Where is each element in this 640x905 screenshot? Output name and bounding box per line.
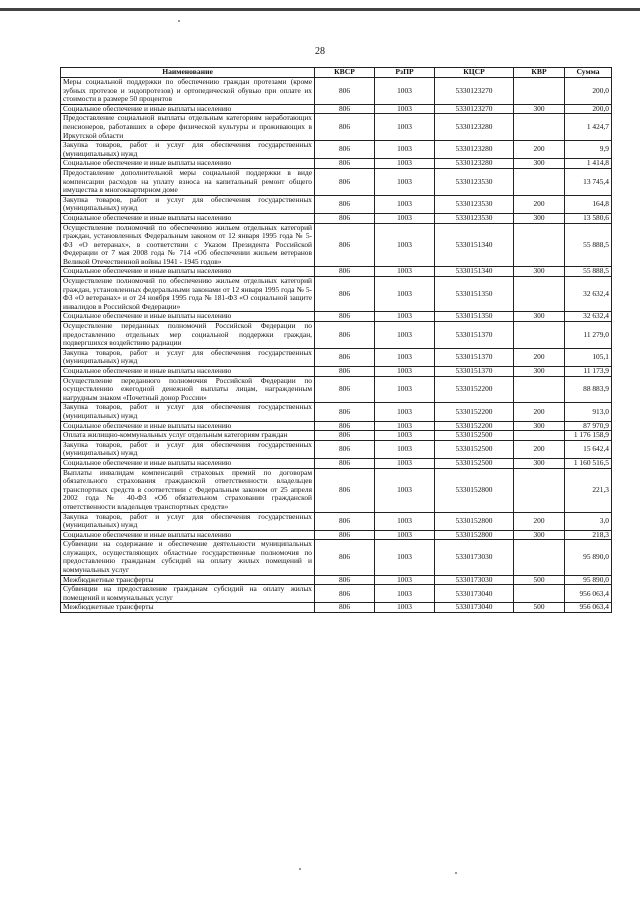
cell-sum: 105,1	[565, 348, 612, 366]
cell-sum: 55 888,5	[565, 223, 612, 267]
cell-rzpr: 1003	[375, 512, 435, 530]
table-row	[61, 348, 612, 366]
cell-sum: 956 063,4	[565, 585, 612, 603]
table-row	[61, 168, 612, 195]
cell-sum: 11 279,0	[565, 322, 612, 349]
cell-rzpr: 1003	[375, 540, 435, 575]
cell-kcsr: 5330152200	[435, 376, 514, 403]
cell-kvsr: 806	[315, 195, 375, 213]
table-row	[61, 213, 612, 223]
cell-sum: 1 414,8	[565, 159, 612, 169]
cell-kcsr: 5330151370	[435, 348, 514, 366]
cell-kvsr: 806	[315, 540, 375, 575]
cell-kcsr: 5330173030	[435, 575, 514, 585]
cell-name: Межбюджетные трансферты	[61, 575, 315, 585]
cell-kvr	[514, 168, 565, 195]
cell-sum: 164,8	[565, 195, 612, 213]
cell-rzpr: 1003	[375, 603, 435, 613]
cell-rzpr: 1003	[375, 168, 435, 195]
cell-kcsr: 5330123530	[435, 195, 514, 213]
cell-kcsr: 5330151350	[435, 277, 514, 312]
header-sum: Сумма	[565, 68, 612, 78]
cell-kvr	[514, 540, 565, 575]
cell-kvsr: 806	[315, 530, 375, 540]
cell-sum: 13 580,6	[565, 213, 612, 223]
cell-name: Социальное обеспечение и иные выплаты населению	[61, 104, 315, 114]
cell-kcsr: 5330123530	[435, 213, 514, 223]
cell-rzpr: 1003	[375, 312, 435, 322]
cell-kvr: 500	[514, 575, 565, 585]
cell-rzpr: 1003	[375, 585, 435, 603]
cell-rzpr: 1003	[375, 376, 435, 403]
cell-kvr	[514, 468, 565, 512]
cell-kvsr: 806	[315, 603, 375, 613]
cell-kvr: 200	[514, 348, 565, 366]
cell-sum: 88 883,9	[565, 376, 612, 403]
cell-rzpr: 1003	[375, 141, 435, 159]
cell-kvsr: 806	[315, 458, 375, 468]
cell-kvr: 200	[514, 512, 565, 530]
cell-kcsr: 5330152500	[435, 431, 514, 441]
cell-name: Закупка товаров, работ и услуг для обеспечения государственных (муниципальных) нужд	[61, 403, 315, 421]
table-row	[61, 403, 612, 421]
table-row	[61, 585, 612, 603]
cell-kvsr: 806	[315, 403, 375, 421]
cell-name: Выплаты инвалидам компенсаций страховых премий по договорам обязательного страхования гражданской ответственности владельцев транспортных средств в соответствии с Федеральным законом от 25 апреля 2002 года № 40-ФЗ «Об обязательном страховании гражданской ответственности владельцев транспортных средств»	[61, 468, 315, 512]
cell-sum: 55 888,5	[565, 267, 612, 277]
scan-speck	[178, 20, 180, 22]
table-row	[61, 512, 612, 530]
cell-sum: 3,0	[565, 512, 612, 530]
cell-name: Предоставление социальной выплаты отдельным категориям неработающих пенсионеров, работавших в сфере физической культуры и проживающих в Иркутской области	[61, 114, 315, 141]
cell-name: Межбюджетные трансферты	[61, 603, 315, 613]
cell-sum: 1 424,7	[565, 114, 612, 141]
cell-rzpr: 1003	[375, 223, 435, 267]
cell-name: Меры социальной поддержки по обеспечению граждан протезами (кроме зубных протезов и эндопротезов) и ортопедической обувью при оплате их стоимости в размере 50 процентов	[61, 78, 315, 105]
cell-kvsr: 806	[315, 468, 375, 512]
cell-rzpr: 1003	[375, 530, 435, 540]
cell-rzpr: 1003	[375, 458, 435, 468]
cell-sum: 913,0	[565, 403, 612, 421]
header-rzpr: РзПР	[375, 68, 435, 78]
cell-name: Осуществление переданного полномочия Российской Федерации по осуществлению ежегодной денежной выплаты лицам, награжденным нагрудным знаком «Почетный донор России»	[61, 376, 315, 403]
cell-kvsr: 806	[315, 421, 375, 431]
cell-kcsr: 5330151370	[435, 322, 514, 349]
scan-speck	[455, 872, 457, 874]
cell-rzpr: 1003	[375, 348, 435, 366]
cell-kvr	[514, 223, 565, 267]
cell-rzpr: 1003	[375, 403, 435, 421]
cell-sum: 218,3	[565, 530, 612, 540]
cell-kcsr: 5330151370	[435, 367, 514, 377]
table-row	[61, 458, 612, 468]
cell-kcsr: 5330152800	[435, 530, 514, 540]
cell-kvr: 200	[514, 403, 565, 421]
cell-sum: 200,0	[565, 104, 612, 114]
cell-kvr: 300	[514, 213, 565, 223]
cell-kcsr: 5330151350	[435, 312, 514, 322]
table-row	[61, 468, 612, 512]
cell-kvsr: 806	[315, 267, 375, 277]
cell-kcsr: 5330152200	[435, 421, 514, 431]
table-row	[61, 223, 612, 267]
cell-kvsr: 806	[315, 431, 375, 441]
cell-kvr: 200	[514, 141, 565, 159]
table-row	[61, 322, 612, 349]
cell-kvsr: 806	[315, 367, 375, 377]
cell-kvsr: 806	[315, 141, 375, 159]
cell-sum: 95 890,0	[565, 575, 612, 585]
cell-name: Осуществление переданных полномочий Российской Федерации по предоставлению отдельных мер социальной поддержки граждан, подвергшихся воздействию радиации	[61, 322, 315, 349]
budget-table	[60, 67, 612, 613]
cell-kvsr: 806	[315, 104, 375, 114]
cell-sum: 11 173,9	[565, 367, 612, 377]
scan-top-edge	[0, 8, 640, 11]
cell-kvr: 300	[514, 367, 565, 377]
cell-name: Социальное обеспечение и иные выплаты населению	[61, 267, 315, 277]
cell-kcsr: 5330173040	[435, 603, 514, 613]
cell-kvr	[514, 322, 565, 349]
cell-kcsr: 5330152500	[435, 440, 514, 458]
cell-rzpr: 1003	[375, 78, 435, 105]
cell-kvsr: 806	[315, 78, 375, 105]
cell-kvr: 500	[514, 603, 565, 613]
cell-name: Социальное обеспечение и иные выплаты населению	[61, 530, 315, 540]
cell-rzpr: 1003	[375, 440, 435, 458]
cell-name: Социальное обеспечение и иные выплаты населению	[61, 213, 315, 223]
cell-kcsr: 5330152800	[435, 512, 514, 530]
cell-rzpr: 1003	[375, 431, 435, 441]
table-body	[61, 78, 612, 613]
cell-sum: 1 160 516,5	[565, 458, 612, 468]
scan-speck	[299, 868, 301, 870]
cell-kvsr: 806	[315, 376, 375, 403]
cell-name: Закупка товаров, работ и услуг для обеспечения государственных (муниципальных) нужд	[61, 440, 315, 458]
cell-kvr: 300	[514, 104, 565, 114]
table-header-row	[61, 68, 612, 78]
cell-kvr: 300	[514, 312, 565, 322]
cell-name: Социальное обеспечение и иные выплаты населению	[61, 367, 315, 377]
cell-sum: 956 063,4	[565, 603, 612, 613]
cell-kvr	[514, 431, 565, 441]
cell-rzpr: 1003	[375, 421, 435, 431]
cell-name: Социальное обеспечение и иные выплаты населению	[61, 458, 315, 468]
cell-kcsr: 5330123270	[435, 104, 514, 114]
cell-sum: 221,3	[565, 468, 612, 512]
header-kvsr: КВСР	[315, 68, 375, 78]
cell-kvr	[514, 277, 565, 312]
cell-name: Социальное обеспечение и иные выплаты населению	[61, 159, 315, 169]
cell-kvsr: 806	[315, 585, 375, 603]
cell-rzpr: 1003	[375, 267, 435, 277]
cell-kcsr: 5330173040	[435, 585, 514, 603]
cell-kvr: 300	[514, 458, 565, 468]
cell-rzpr: 1003	[375, 277, 435, 312]
cell-kvsr: 806	[315, 440, 375, 458]
cell-sum: 1 176 158,9	[565, 431, 612, 441]
table-row	[61, 376, 612, 403]
cell-sum: 9,9	[565, 141, 612, 159]
cell-sum: 95 890,0	[565, 540, 612, 575]
cell-kvr: 300	[514, 267, 565, 277]
cell-kcsr: 5330151340	[435, 223, 514, 267]
cell-name: Осуществление полномочий по обеспечению жильем отдельных категорий граждан, установленных федеральными законами от 12 января 1995 года № 5-ФЗ «О ветеранах» и от 24 ноября 1995 года № 181-ФЗ «О социальной защите инвалидов в Российской Федерации»	[61, 277, 315, 312]
table-row	[61, 78, 612, 105]
cell-kvr: 200	[514, 195, 565, 213]
cell-kcsr: 5330152800	[435, 468, 514, 512]
cell-kcsr: 5330152200	[435, 403, 514, 421]
cell-kvsr: 806	[315, 223, 375, 267]
cell-rzpr: 1003	[375, 104, 435, 114]
cell-name: Закупка товаров, работ и услуг для обеспечения государственных (муниципальных) нужд	[61, 195, 315, 213]
table-row	[61, 159, 612, 169]
cell-name: Закупка товаров, работ и услуг для обеспечения государственных (муниципальных) нужд	[61, 141, 315, 159]
cell-kvsr: 806	[315, 114, 375, 141]
cell-kcsr: 5330173030	[435, 540, 514, 575]
header-name: Наименование	[61, 68, 315, 78]
cell-rzpr: 1003	[375, 213, 435, 223]
cell-kcsr: 5330123280	[435, 141, 514, 159]
cell-kvr	[514, 78, 565, 105]
cell-kvsr: 806	[315, 512, 375, 530]
header-kcsr: КЦСР	[435, 68, 514, 78]
cell-kvsr: 806	[315, 348, 375, 366]
cell-kcsr: 5330123530	[435, 168, 514, 195]
cell-name: Социальное обеспечение и иные выплаты населению	[61, 312, 315, 322]
cell-sum: 32 632,4	[565, 312, 612, 322]
table-row	[61, 195, 612, 213]
header-kvr: КВР	[514, 68, 565, 78]
cell-kvsr: 806	[315, 213, 375, 223]
table-row	[61, 277, 612, 312]
cell-rzpr: 1003	[375, 114, 435, 141]
cell-rzpr: 1003	[375, 468, 435, 512]
table-row	[61, 141, 612, 159]
table-row	[61, 440, 612, 458]
table-row	[61, 540, 612, 575]
cell-name: Субвенции на предоставление гражданам субсидий на оплату жилых помещений и коммунальных услуг	[61, 585, 315, 603]
cell-name: Предоставление дополнительной меры социальной поддержки в виде компенсации расходов на уплату взноса на капитальный ремонт общего имущества в многоквартирном доме	[61, 168, 315, 195]
cell-kvr: 300	[514, 530, 565, 540]
cell-rzpr: 1003	[375, 195, 435, 213]
cell-rzpr: 1003	[375, 367, 435, 377]
cell-rzpr: 1003	[375, 575, 435, 585]
cell-kvr	[514, 114, 565, 141]
cell-sum: 200,0	[565, 78, 612, 105]
cell-kvr: 200	[514, 440, 565, 458]
cell-sum: 15 642,4	[565, 440, 612, 458]
cell-kvr: 300	[514, 159, 565, 169]
cell-kcsr: 5330123270	[435, 78, 514, 105]
page-number: 28	[315, 46, 325, 57]
cell-name: Оплата жилищно-коммунальных услуг отдельным категориям граждан	[61, 431, 315, 441]
table-row	[61, 367, 612, 377]
cell-kcsr: 5330151340	[435, 267, 514, 277]
cell-kcsr: 5330123280	[435, 114, 514, 141]
table-row	[61, 114, 612, 141]
cell-sum: 32 632,4	[565, 277, 612, 312]
cell-sum: 13 745,4	[565, 168, 612, 195]
cell-name: Закупка товаров, работ и услуг для обеспечения государственных (муниципальных) нужд	[61, 512, 315, 530]
cell-kcsr: 5330123280	[435, 159, 514, 169]
cell-kvsr: 806	[315, 168, 375, 195]
cell-kvsr: 806	[315, 159, 375, 169]
cell-rzpr: 1003	[375, 322, 435, 349]
cell-name: Субвенции на содержание и обеспечение деятельности муниципальных служащих, осуществляющих областные государственные полномочия по предоставлению гражданам субсидий на оплату жилых помещений и коммунальных услуг	[61, 540, 315, 575]
cell-name: Закупка товаров, работ и услуг для обеспечения государственных (муниципальных) нужд	[61, 348, 315, 366]
cell-kvr	[514, 585, 565, 603]
cell-sum: 87 970,9	[565, 421, 612, 431]
table-row	[61, 431, 612, 441]
cell-kvr	[514, 376, 565, 403]
cell-kvsr: 806	[315, 322, 375, 349]
cell-kvsr: 806	[315, 277, 375, 312]
cell-kvsr: 806	[315, 312, 375, 322]
cell-name: Социальное обеспечение и иные выплаты населению	[61, 421, 315, 431]
cell-kcsr: 5330152500	[435, 458, 514, 468]
cell-name: Осуществление полномочий по обеспечению жильем отдельных категорий граждан, установленных Федеральным законом от 12 января 1995 года № 5-ФЗ «О ветеранах», в соответствии с Указом Президента Российской Федерации от 7 мая 2008 года № 714 «Об обеспечении жильем ветеранов Великой Отечественной войны 1941 - 1945 годов»	[61, 223, 315, 267]
table-row	[61, 603, 612, 613]
cell-kvr: 300	[514, 421, 565, 431]
cell-rzpr: 1003	[375, 159, 435, 169]
cell-kvsr: 806	[315, 575, 375, 585]
